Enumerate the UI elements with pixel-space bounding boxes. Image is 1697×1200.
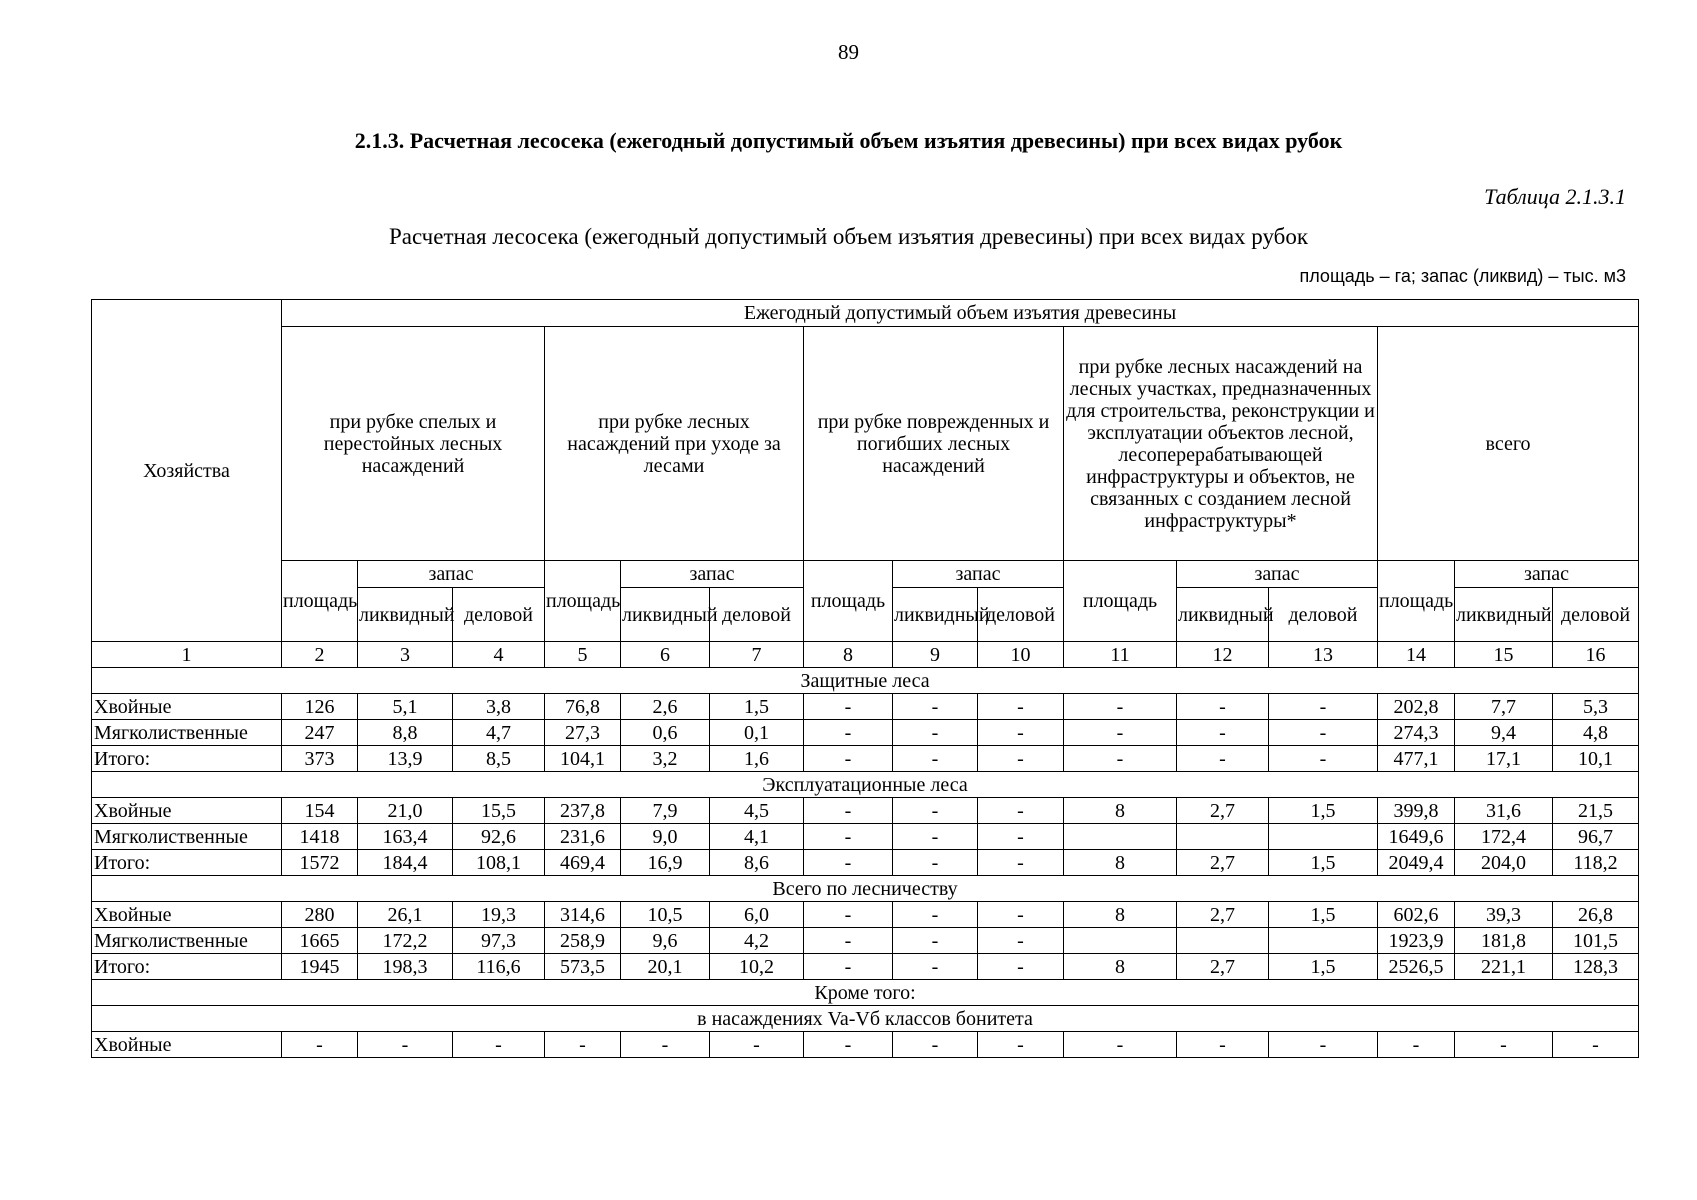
table-cell: 39,3 (1455, 902, 1553, 928)
column-number: 12 (1177, 642, 1269, 668)
header-category-mature: при рубке спелых и перестойных лесных насаждений (282, 327, 545, 561)
table-cell: 1,6 (710, 746, 804, 772)
table-cell: 247 (282, 720, 358, 746)
header-stock: запас (621, 561, 804, 588)
table-cell: - (804, 902, 893, 928)
table-cell: - (978, 1032, 1064, 1058)
table-cell: - (978, 850, 1064, 876)
table-cell: 1,5 (1269, 954, 1378, 980)
column-number: 10 (978, 642, 1064, 668)
table-cell: - (978, 902, 1064, 928)
table-cell: 399,8 (1378, 798, 1455, 824)
table-cell: - (282, 1032, 358, 1058)
section-title: 2.1.3. Расчетная лесосека (ежегодный допустимый объем изъятия древесины) при всех видах рубок (354, 128, 1343, 153)
table-cell: - (804, 694, 893, 720)
table-cell: 13,9 (358, 746, 453, 772)
table-cell: 101,5 (1553, 928, 1639, 954)
row-label: Хвойные (92, 798, 282, 824)
table-cell: - (804, 850, 893, 876)
table-cell: 4,5 (710, 798, 804, 824)
table-cell: 10,2 (710, 954, 804, 980)
table-cell: - (453, 1032, 545, 1058)
table-cell: 21,5 (1553, 798, 1639, 824)
besides-title: Кроме того: (92, 980, 1639, 1006)
table-cell: 1,5 (710, 694, 804, 720)
table-cell: 1418 (282, 824, 358, 850)
section-title-cell: Эксплуатационные леса (92, 772, 1639, 798)
table-cell: 92,6 (453, 824, 545, 850)
table-cell: 2,7 (1177, 798, 1269, 824)
header-category-infrastructure: при рубке лесных насаждений на лесных участках, предназначенных для строительства, реконструкции и эксплуатации объектов лесной, лесоперерабатывающей инфраструктуры и объектов, не связанных с созданием лесной инфраструктуры* (1064, 327, 1378, 561)
table-cell: 1665 (282, 928, 358, 954)
table-cell: 19,3 (453, 902, 545, 928)
table-cell: 8,6 (710, 850, 804, 876)
header-liquid: ликвидный (893, 588, 978, 642)
table-cell: 274,3 (1378, 720, 1455, 746)
table-cell: 5,3 (1553, 694, 1639, 720)
table-cell: - (358, 1032, 453, 1058)
table-cell: 10,1 (1553, 746, 1639, 772)
table-cell: - (1064, 720, 1177, 746)
table-cell: - (893, 746, 978, 772)
table-cell: 26,8 (1553, 902, 1639, 928)
table-cell: - (893, 694, 978, 720)
table-cell: - (893, 902, 978, 928)
column-number: 3 (358, 642, 453, 668)
table-cell: - (804, 720, 893, 746)
column-number: 6 (621, 642, 710, 668)
header-category-damaged: при рубке поврежденных и погибших лесных насаждений (804, 327, 1064, 561)
header-area: площадь (545, 561, 621, 642)
column-number: 11 (1064, 642, 1177, 668)
row-label: Мягколиственные (92, 928, 282, 954)
header-stock: запас (358, 561, 545, 588)
table-cell: 3,2 (621, 746, 710, 772)
header-business: деловой (710, 588, 804, 642)
row-label: Итого: (92, 746, 282, 772)
table-cell: 314,6 (545, 902, 621, 928)
section-title-cell: Всего по лесничеству (92, 876, 1639, 902)
table-cell: 1,5 (1269, 902, 1378, 928)
table-cell: - (804, 1032, 893, 1058)
table-cell: - (1269, 694, 1378, 720)
table-cell: 2,7 (1177, 902, 1269, 928)
table-cell: 154 (282, 798, 358, 824)
table-cell: 9,4 (1455, 720, 1553, 746)
table-row (92, 954, 1639, 980)
table-cell: 97,3 (453, 928, 545, 954)
table-cell: 184,4 (358, 850, 453, 876)
table-caption: Расчетная лесосека (ежегодный допустимый объем изъятия древесины) при всех видах рубок (388, 224, 1309, 249)
table-cell: 7,7 (1455, 694, 1553, 720)
header-liquid: ликвидный (1177, 588, 1269, 642)
header-business: деловой (1553, 588, 1639, 642)
table-cell: - (804, 746, 893, 772)
header-stock: запас (1177, 561, 1378, 588)
table-cell: 8 (1064, 902, 1177, 928)
section-row (92, 668, 1639, 694)
table-cell (1269, 824, 1378, 850)
header-business: деловой (453, 588, 545, 642)
section-row (92, 772, 1639, 798)
table-cell: - (1378, 1032, 1455, 1058)
table-cell: 31,6 (1455, 798, 1553, 824)
table-cell: 469,4 (545, 850, 621, 876)
header-stock: запас (893, 561, 1064, 588)
table-cell: 573,5 (545, 954, 621, 980)
table-cell: - (545, 1032, 621, 1058)
table-cell: 172,4 (1455, 824, 1553, 850)
table-cell: - (1177, 694, 1269, 720)
besides-subtitle: в насаждениях Va-Vб классов бонитета (92, 1006, 1639, 1032)
table-cell: 1,5 (1269, 850, 1378, 876)
row-label: Мягколиственные (92, 720, 282, 746)
table-cell: - (893, 798, 978, 824)
table-cell: 0,6 (621, 720, 710, 746)
table-cell: 2526,5 (1378, 954, 1455, 980)
header-category-total: всего (1378, 327, 1639, 561)
page-number: 89 (838, 40, 859, 64)
header-area: площадь (1378, 561, 1455, 642)
table-cell: 4,7 (453, 720, 545, 746)
table-cell: 237,8 (545, 798, 621, 824)
section-row (92, 980, 1639, 1006)
table-cell: 4,8 (1553, 720, 1639, 746)
table-cell (1064, 928, 1177, 954)
table-cell: - (1064, 1032, 1177, 1058)
header-category-thinning: при рубке лесных насаждений при уходе за лесами (545, 327, 804, 561)
table-cell: 602,6 (1378, 902, 1455, 928)
table-cell: - (804, 928, 893, 954)
table-cell: - (893, 1032, 978, 1058)
table-cell: 221,1 (1455, 954, 1553, 980)
table-cell: - (804, 824, 893, 850)
table-cell: 1572 (282, 850, 358, 876)
table-cell: 477,1 (1378, 746, 1455, 772)
table-number: Таблица 2.1.3.1 (1484, 184, 1626, 209)
table-cell: 198,3 (358, 954, 453, 980)
table-cell: - (893, 850, 978, 876)
table-row (92, 720, 1639, 746)
table-cell: - (1177, 746, 1269, 772)
table-cell: - (978, 720, 1064, 746)
table-cell: 27,3 (545, 720, 621, 746)
table-cell: 17,1 (1455, 746, 1553, 772)
table-cell: 5,1 (358, 694, 453, 720)
column-number: 14 (1378, 642, 1455, 668)
table-cell: - (893, 824, 978, 850)
row-label: Итого: (92, 954, 282, 980)
table-cell: 2,7 (1177, 850, 1269, 876)
table-cell: 1923,9 (1378, 928, 1455, 954)
table-cell: 118,2 (1553, 850, 1639, 876)
table-cell: - (893, 928, 978, 954)
table-cell: 128,3 (1553, 954, 1639, 980)
row-label: Итого: (92, 850, 282, 876)
table-cell: - (978, 798, 1064, 824)
table-cell: - (893, 954, 978, 980)
table-cell: 2,7 (1177, 954, 1269, 980)
table-cell: 3,8 (453, 694, 545, 720)
table-cell: 181,8 (1455, 928, 1553, 954)
section-row (92, 876, 1639, 902)
table-cell: 7,9 (621, 798, 710, 824)
row-label: Хвойные (92, 902, 282, 928)
table-cell: 9,0 (621, 824, 710, 850)
table-cell: - (978, 824, 1064, 850)
table-cell: 26,1 (358, 902, 453, 928)
row-label: Хвойные (92, 694, 282, 720)
header-annual-volume: Ежегодный допустимый объем изъятия древесины (282, 300, 1639, 327)
table-cell: - (1269, 1032, 1378, 1058)
header-area: площадь (1064, 561, 1177, 642)
table-cell: 76,8 (545, 694, 621, 720)
header-business: деловой (1269, 588, 1378, 642)
column-number: 8 (804, 642, 893, 668)
table-row (92, 1032, 1639, 1058)
allowable-cut-table (91, 299, 1639, 1058)
column-number: 4 (453, 642, 545, 668)
table-row (92, 694, 1639, 720)
table-cell: - (804, 954, 893, 980)
table-cell: 10,5 (621, 902, 710, 928)
table-row (92, 902, 1639, 928)
table-cell: 231,6 (545, 824, 621, 850)
table-cell: 4,2 (710, 928, 804, 954)
table-cell: - (1177, 720, 1269, 746)
table-cell: 116,6 (453, 954, 545, 980)
table-cell: 4,1 (710, 824, 804, 850)
table-cell: - (1269, 720, 1378, 746)
table-cell: 8 (1064, 850, 1177, 876)
table-cell (1064, 824, 1177, 850)
table-row (92, 850, 1639, 876)
table-cell: 280 (282, 902, 358, 928)
table-cell: 8,5 (453, 746, 545, 772)
section-row (92, 1006, 1639, 1032)
table-cell: 8 (1064, 954, 1177, 980)
column-number: 13 (1269, 642, 1378, 668)
header-farms: Хозяйства (92, 300, 282, 642)
table-cell: - (1177, 1032, 1269, 1058)
table-cell: - (1064, 746, 1177, 772)
table-cell: 16,9 (621, 850, 710, 876)
table-cell: - (978, 928, 1064, 954)
header-liquid: ликвидный (1455, 588, 1553, 642)
table-cell: - (893, 720, 978, 746)
table-cell: 15,5 (453, 798, 545, 824)
table-cell (1177, 824, 1269, 850)
table-cell: 8 (1064, 798, 1177, 824)
table-cell: 163,4 (358, 824, 453, 850)
table-cell (1269, 928, 1378, 954)
table-cell: 2,6 (621, 694, 710, 720)
table-cell: 8,8 (358, 720, 453, 746)
table-cell (1177, 928, 1269, 954)
table-cell: 202,8 (1378, 694, 1455, 720)
table-cell: 104,1 (545, 746, 621, 772)
table-cell: 1649,6 (1378, 824, 1455, 850)
table-cell: 0,1 (710, 720, 804, 746)
table-cell: 1,5 (1269, 798, 1378, 824)
table-cell: 172,2 (358, 928, 453, 954)
units-note: площадь – га; запас (ликвид) – тыс. м3 (1299, 266, 1626, 286)
row-label: Хвойные (92, 1032, 282, 1058)
header-business: деловой (978, 588, 1064, 642)
table-cell: 258,9 (545, 928, 621, 954)
column-number: 5 (545, 642, 621, 668)
column-number-row (92, 642, 1639, 668)
table-cell: 9,6 (621, 928, 710, 954)
table-cell: 6,0 (710, 902, 804, 928)
header-area: площадь (282, 561, 358, 642)
table-cell: 204,0 (1455, 850, 1553, 876)
table-cell: - (978, 954, 1064, 980)
column-number: 9 (893, 642, 978, 668)
table-cell: - (1455, 1032, 1553, 1058)
row-label: Мягколиственные (92, 824, 282, 850)
table-cell: - (978, 746, 1064, 772)
table-cell: - (621, 1032, 710, 1058)
table-row (92, 798, 1639, 824)
table-cell: - (978, 694, 1064, 720)
table-row (92, 746, 1639, 772)
table-cell: - (1269, 746, 1378, 772)
table-cell: 126 (282, 694, 358, 720)
column-number: 1 (92, 642, 282, 668)
column-number: 16 (1553, 642, 1639, 668)
table-row (92, 928, 1639, 954)
table-cell: - (1064, 694, 1177, 720)
table-cell: 1945 (282, 954, 358, 980)
table-cell: 373 (282, 746, 358, 772)
table-cell: - (710, 1032, 804, 1058)
table-cell: - (1553, 1032, 1639, 1058)
table-cell: 21,0 (358, 798, 453, 824)
column-number: 7 (710, 642, 804, 668)
header-area: площадь (804, 561, 893, 642)
header-liquid: ликвидный (358, 588, 453, 642)
section-title-cell: Защитные леса (92, 668, 1639, 694)
column-number: 15 (1455, 642, 1553, 668)
table-cell: 96,7 (1553, 824, 1639, 850)
table-cell: 20,1 (621, 954, 710, 980)
table-cell: 108,1 (453, 850, 545, 876)
column-number: 2 (282, 642, 358, 668)
header-stock: запас (1455, 561, 1639, 588)
table-row (92, 824, 1639, 850)
header-liquid: ликвидный (621, 588, 710, 642)
table-cell: - (804, 798, 893, 824)
table-cell: 2049,4 (1378, 850, 1455, 876)
